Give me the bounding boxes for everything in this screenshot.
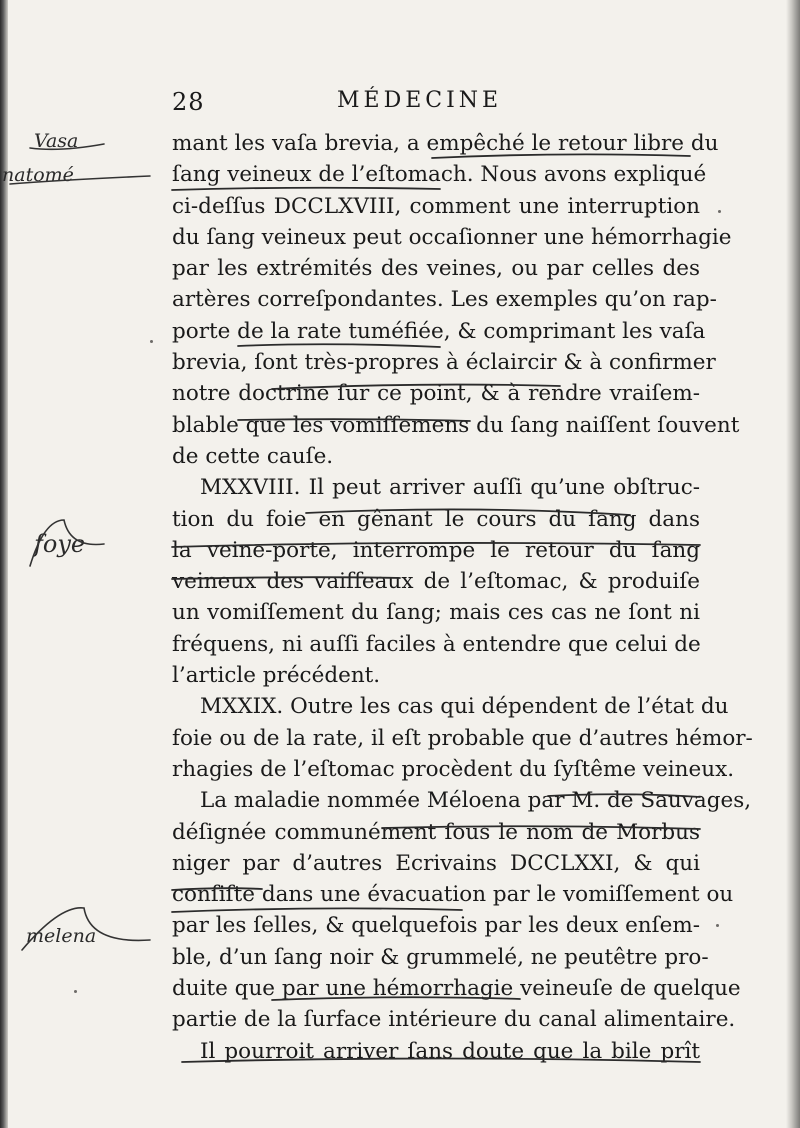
page-number: 28 [172, 88, 205, 116]
text-line: mant les vaſa brevia, a empêché le retour libre du [172, 131, 719, 156]
margin-note-melena: melena [26, 925, 97, 947]
paragraph-start-line: La maladie nommée Méloena par M. de Sauvages, [200, 788, 752, 814]
text-line: veineux des vaiſſeaux de l’eſtomac, & produiſe [172, 569, 700, 595]
text-line: duite que par une hémorrhagie veineuſe de quelque [172, 976, 741, 1002]
margin-note-anatomie: natomé [2, 164, 74, 186]
text-line: déſignée communément ſous le nom de Morbus [172, 819, 700, 845]
margin-note-vasa: Vasa [34, 130, 79, 152]
text-line: rhagies de l’eſtomac procèdent du ſyſtême veineux. [172, 756, 735, 782]
paper-speck [74, 990, 77, 993]
text-line: fréquens, ni auſſi faciles à entendre que celui de [172, 631, 701, 657]
paper-speck [150, 340, 153, 343]
text-line: ci-deſſus DCCLXVIII, comment une interruption [172, 193, 700, 219]
text-line: de cette cauſe. [172, 443, 334, 469]
page-header [172, 88, 700, 118]
running-title: MÉDECINE [337, 88, 503, 113]
section-start-line: MXXIX. Outre les cas qui dépendent de l’état du [200, 694, 729, 720]
text-line: ble, d’un ſang noir & grummelé, ne peutêtre pro- [172, 944, 709, 970]
page-body [172, 128, 753, 1067]
text-line: brevia, ſont très-propres à éclaircir & à confirmer [172, 350, 716, 376]
paper-speck [716, 924, 719, 927]
text-line: blable que les vomiſſemens du ſang naiſſent ſouvent [172, 412, 740, 438]
text-line: ſang veineux de l’eſtomach. Nous avons expliqué [172, 162, 707, 188]
text-line: du ſang veineux peut occaſionner une hémorrhagie [172, 224, 732, 250]
text-line: partie de la ſurface intérieure du canal alimentaire. [172, 1007, 736, 1033]
page-edge-right [786, 0, 800, 1128]
text-line: l’article précédent. [172, 663, 381, 689]
text-line: un vomiſſement du ſang; mais ces cas ne ſont ni [172, 600, 700, 626]
text-line: notre doctrine ſur ce point, & à rendre vraiſem- [172, 381, 700, 407]
text-line: niger par d’autres Ecrivains DCCLXXI, & qui [172, 850, 700, 876]
text-line: porte de la rate tuméfiée, & comprimant les vaſa [172, 318, 706, 344]
text-line: foie ou de la rate, il eſt probable que d’autres hémor- [172, 725, 753, 751]
text-line: par les extrémités des veines, ou par celles des [172, 256, 700, 282]
section-start-line: MXXVIII. Il peut arriver auſſi qu’une obſtruc- [200, 475, 700, 501]
paragraph-start-line: Il pourroit arriver ſans doute que la bile prît [200, 1038, 700, 1064]
text-line: la veine-porte, interrompe le retour du ſang [172, 537, 700, 563]
text-line: conſiſte dans une évacuation par le vomiſſement ou [172, 882, 734, 908]
text-line: par les ſelles, & quelquefois par les deux enſem- [172, 913, 700, 939]
paper-speck [718, 210, 721, 213]
margin-note-foye: foye [34, 530, 86, 558]
text-line: artères correſpondantes. Les exemples qu’on rap- [172, 287, 717, 313]
text-line: tion du foie en gênant le cours du ſang dans [172, 506, 700, 532]
